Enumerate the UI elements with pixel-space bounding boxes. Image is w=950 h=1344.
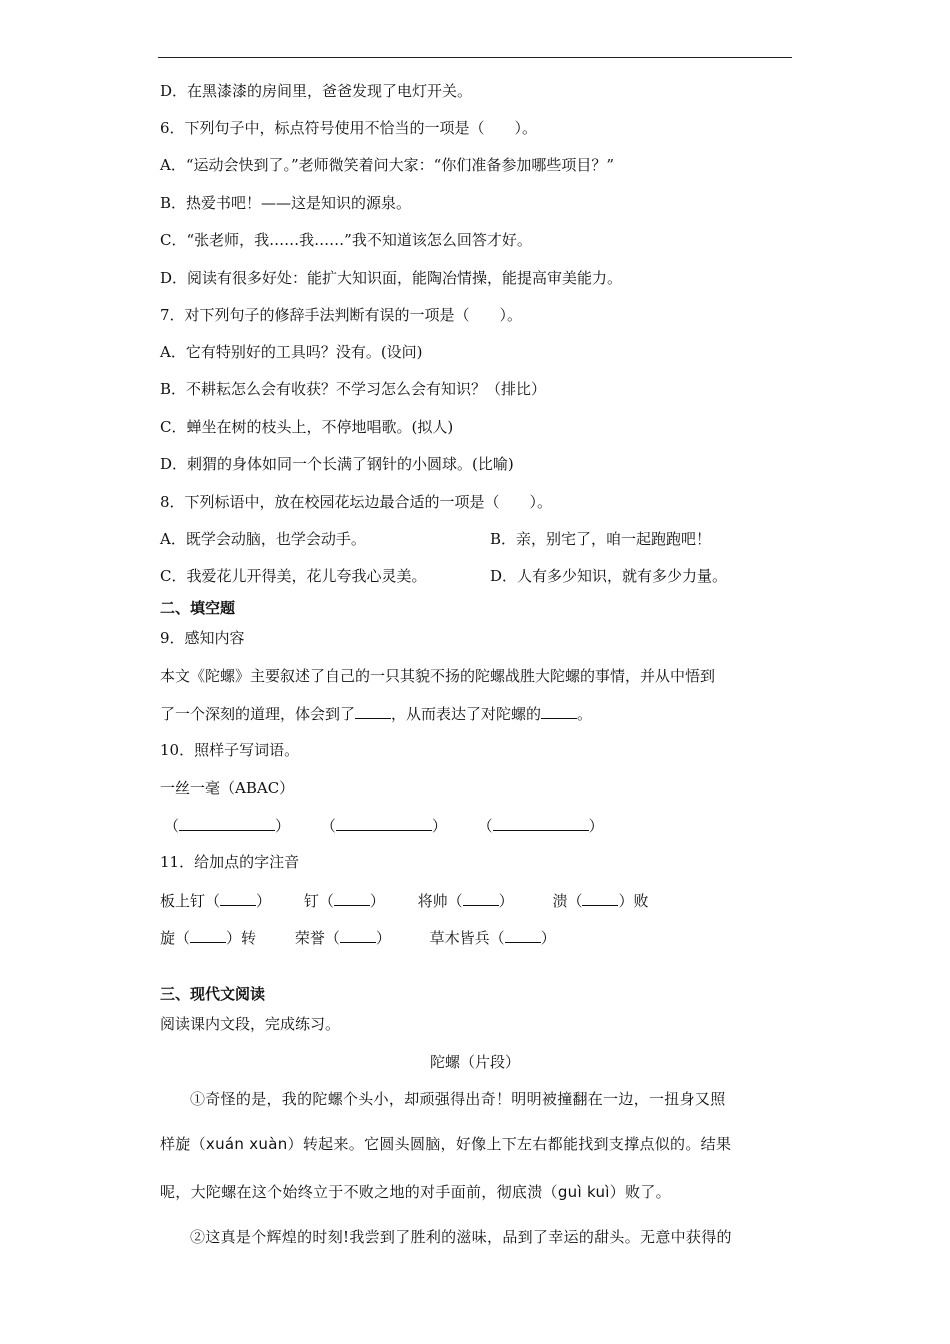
q9-text-part2: ，从而表达了对陀螺的	[391, 705, 542, 723]
q11-word: 草木皆兵	[429, 929, 490, 947]
q9-stem: 9．感知内容	[160, 629, 245, 647]
q10-answer-3[interactable]: （ ）	[477, 817, 604, 835]
q9-text-part1: 了一个深刻的道理，体会到了	[160, 705, 356, 723]
q9-text-line2	[160, 703, 592, 724]
q7-stem: 7．对下列句子的修辞手法判断有误的一项是（ ）。	[160, 306, 523, 324]
q11-row2: 旋（ ）转 荣誉（ ） 草木皆兵（ ）	[160, 929, 556, 947]
q7-option-d: D．刺猬的身体如同一个长满了钢针的小圆球。(比喻)	[160, 455, 514, 473]
q8-option-d: D．人有多少知识，就有多少力量。	[490, 567, 728, 585]
q8-stem: 8．下列标语中，放在校园花坛边最合适的一项是（ ）。	[160, 493, 553, 511]
passage-title: 陀螺（片段）	[429, 1053, 520, 1071]
section-reading-title: 三、现代文阅读	[160, 985, 266, 1003]
q11-blank[interactable]	[340, 927, 376, 943]
q11-word: 旋	[160, 929, 176, 947]
q11-blank[interactable]	[190, 927, 226, 943]
q5-option-d: D．在黑漆漆的房间里，爸爸发现了电灯开关。	[160, 82, 473, 100]
q11-word-tail: 败	[633, 892, 649, 910]
q10-answer-1[interactable]: （ ）	[164, 817, 291, 835]
passage-p1-line2	[160, 1134, 731, 1154]
q6-stem: 6．下列句子中，标点符号使用不恰当的一项是（ ）。	[160, 119, 538, 137]
q10-stem: 10．照样子写词语。	[160, 741, 300, 759]
reading-intro: 阅读课内文段，完成练习。	[160, 1015, 341, 1033]
q6-option-c: C．“张老师，我……我……”我不知道该怎么回答才好。	[160, 231, 532, 249]
passage-p1-line1: ①奇怪的是，我的陀螺个头小，却顽强得出奇！明明被撞翻在一边，一扭身又照	[190, 1090, 726, 1108]
q9-text-part3: 。	[577, 705, 593, 723]
q9-blank-1[interactable]	[355, 703, 391, 719]
passage-text: 呢，大陀螺在这个始终立于不败之地的对手面前，彻底溃（	[160, 1183, 558, 1201]
q6-option-d: D．阅读有很多好处：能扩大知识面，能陶冶情操，能提高审美能力。	[160, 269, 623, 287]
q10-example: 一丝一毫（ABAC）	[160, 779, 295, 797]
q10-answer-row	[164, 815, 604, 836]
q10-answer-2[interactable]: （ ）	[320, 817, 447, 835]
q8-option-a: A．既学会动脑，也学会动手。	[160, 530, 366, 548]
q11-word: 溃	[552, 892, 568, 910]
section-fill-in-title: 二、填空题	[160, 599, 236, 617]
passage-text: 样旋（	[160, 1135, 206, 1153]
q7-option-c: C．蝉坐在树的枝头上，不停地唱歌。(拟人)	[160, 418, 454, 436]
q11-row1: 板上钉（ ） 钉（ ） 将帅（ ） 溃（ ）败	[160, 892, 649, 910]
q6-option-a: A．“运动会快到了。”老师微笑着问大家：“你们准备参加哪些项目？”	[160, 156, 615, 174]
q9-text-line1: 本文《陀螺》主要叙述了自己的一只其貌不扬的陀螺战胜大陀螺的事情，并从中悟到	[160, 667, 716, 685]
passage-text: ）败了。	[609, 1183, 671, 1201]
q11-blank[interactable]	[463, 890, 499, 906]
q11-word-tail: 转	[241, 929, 257, 947]
q8-option-b: B．亲，别宅了，咱一起跑跑吧！	[490, 530, 712, 548]
q7-option-b: B．不耕耘怎么会有收获？不学习怎么会有知识？（排比）	[160, 380, 547, 398]
q6-option-b: B．热爱书吧！——这是知识的源泉。	[160, 194, 412, 212]
q11-word: 钉	[303, 892, 319, 910]
q11-word: 将帅	[417, 892, 448, 910]
passage-p2-line1: ②这真是个辉煌的时刻!我尝到了胜利的滋味，品到了幸运的甜头。无意中获得的	[190, 1228, 732, 1246]
q11-blank[interactable]	[220, 890, 256, 906]
q9-blank-2[interactable]	[541, 703, 577, 719]
header-rule	[158, 57, 792, 58]
q11-blank[interactable]	[334, 890, 370, 906]
q11-word: 板上钉	[160, 892, 206, 910]
q7-option-a: A．它有特别好的工具吗？没有。(设问)	[160, 343, 423, 361]
q11-blank[interactable]	[505, 927, 541, 943]
q11-blank[interactable]	[582, 890, 618, 906]
q11-stem: 11．给加点的字注音	[160, 853, 300, 871]
pinyin-annotation: guì kuì	[557, 1183, 610, 1201]
q11-word: 荣誉	[294, 929, 325, 947]
passage-text: ）转起来。它圆头圆脑，好像上下左右都能找到支撑点似的。结果	[287, 1135, 732, 1153]
pinyin-annotation: xuán xuàn	[205, 1135, 288, 1153]
passage-p1-line3	[160, 1182, 671, 1202]
q8-option-c: C．我爱花儿开得美，花儿夸我心灵美。	[160, 567, 427, 585]
